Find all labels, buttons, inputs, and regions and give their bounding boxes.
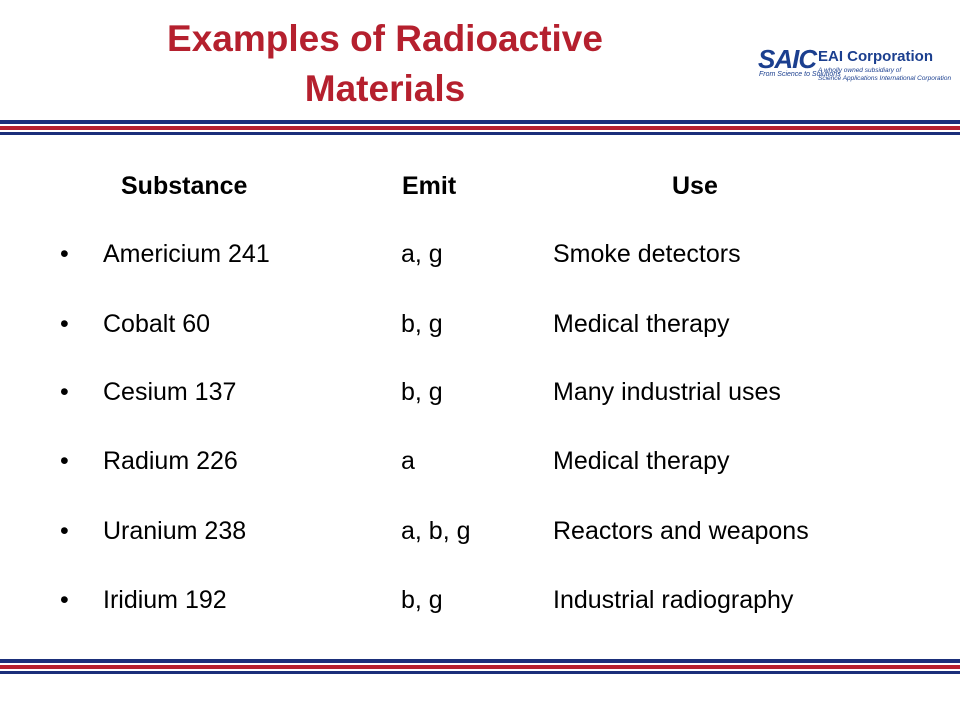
bottom-rule-blue-1 [0,659,960,663]
emit-cell: b, g [401,378,443,406]
eai-subtitle-line-2: Science Applications International Corporation [818,75,952,82]
substance-cell: Cobalt 60 [103,310,211,338]
bottom-rule-blue-2 [0,671,960,674]
emit-cell: a, g [401,240,443,268]
header-use: Use [672,172,718,200]
bottom-rule-red [0,665,960,669]
use-cell: Industrial radiography [553,586,794,614]
substance-cell: Uranium 238 [103,517,247,545]
table-row [0,586,960,626]
use-cell: Many industrial uses [553,378,781,406]
saic-logo-text: SAIC [758,44,817,74]
eai-subtitle [818,67,951,83]
use-cell: Smoke detectors [553,240,741,268]
header-substance: Substance [121,172,248,200]
bullet: • [60,240,69,268]
table-row [0,378,960,418]
substance-cell: Americium 241 [103,240,270,268]
emit-cell: b, g [401,586,443,614]
bullet: • [60,447,69,475]
table-row [0,447,960,487]
use-cell: Medical therapy [553,310,730,338]
top-rule-blue-1 [0,120,960,124]
table-row [0,517,960,557]
emit-cell: a, b, g [401,517,471,545]
table-row [0,310,960,350]
substance-cell: Radium 226 [103,447,238,475]
slide-title: Examples of Radioactive Materials [167,18,603,109]
eai-subtitle-line-1: A wholly owned subsidiary of [818,67,902,74]
bullet: • [60,517,69,545]
top-rule-red [0,126,960,130]
emit-cell: b, g [401,310,443,338]
emit-cell: a [401,447,415,475]
substance-cell: Cesium 137 [103,378,237,406]
bullet: • [60,378,69,406]
top-rule-blue-2 [0,132,960,135]
substance-cell: Iridium 192 [103,586,227,614]
table-row [0,240,960,280]
saic-tagline: From Science to Solutions [759,71,841,78]
eai-company-name: EAI Corporation [818,48,933,65]
header-emit: Emit [402,172,457,200]
bullet: • [60,586,69,614]
saic-eai-logo [758,44,954,84]
bullet: • [60,310,69,338]
use-cell: Medical therapy [553,447,730,475]
use-cell: Reactors and weapons [553,517,809,545]
